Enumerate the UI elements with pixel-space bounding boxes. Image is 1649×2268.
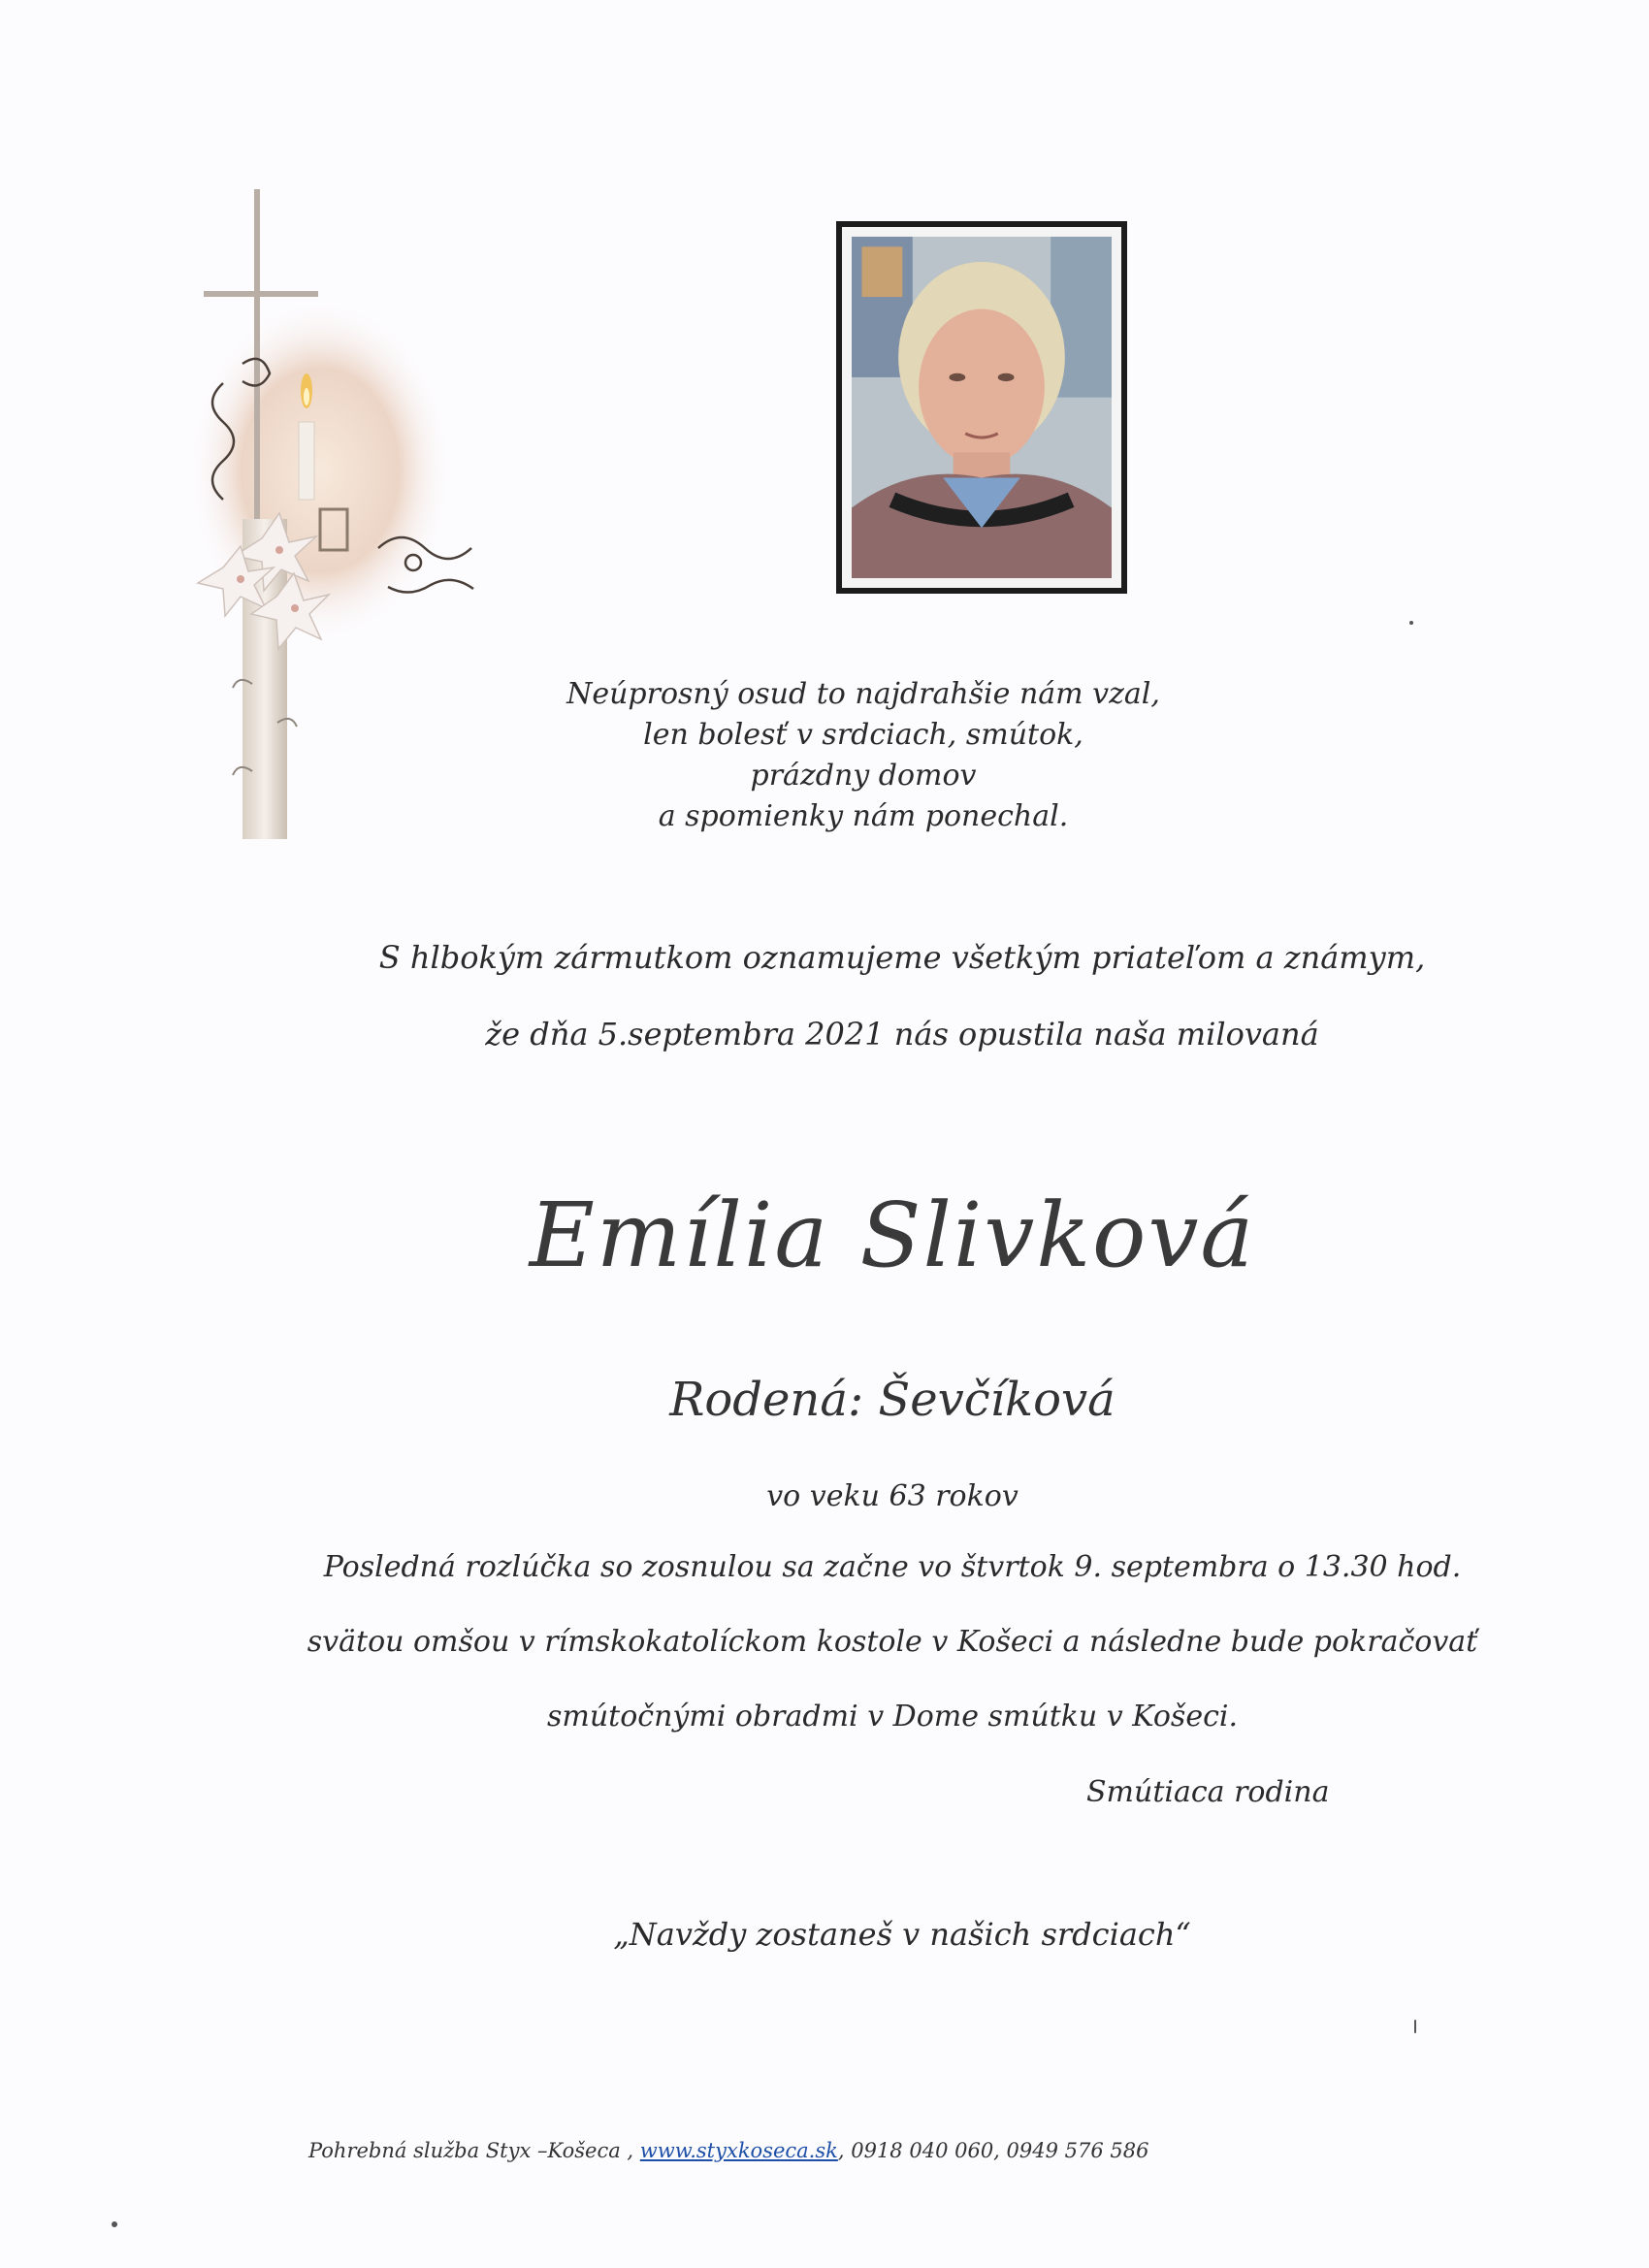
funeral-line-3: smútočnými obradmi v Dome smútku v Košeci. <box>546 1700 1239 1733</box>
signature: Smútiaca rodina <box>1086 1775 1330 1809</box>
maiden-name: Rodená: Ševčíková <box>669 1373 1116 1427</box>
scan-speck <box>1414 2020 1416 2033</box>
deceased-name: Emília Slivková <box>529 1183 1256 1287</box>
scan-speck <box>1409 621 1413 625</box>
poem-line: Neúprosný osud to najdrahšie nám vzal, <box>566 677 1160 711</box>
announcement-line-2: že dňa 5.septembra 2021 nás opustila naša milovaná <box>485 1016 1319 1053</box>
footer <box>308 2139 1149 2162</box>
poem-line: a spomienky nám ponechal. <box>658 799 1069 833</box>
scan-speck <box>112 2221 117 2227</box>
poem-line: prázdny domov <box>750 759 977 793</box>
footer-service: Pohrebná služba Styx –Košeca , <box>308 2139 640 2162</box>
portrait-frame <box>836 221 1127 594</box>
poem-line: len bolesť v srdciach, smútok, <box>643 718 1083 752</box>
footer-phones: , 0918 040 060, 0949 576 586 <box>837 2139 1149 2162</box>
age: vo veku 63 rokov <box>766 1479 1018 1513</box>
footer-website-link[interactable]: www.styxkoseca.sk <box>639 2139 838 2162</box>
announcement-line-1: S hlbokým zármutkom oznamujeme všetkým priateľom a známym, <box>378 939 1426 976</box>
farewell-quote: „Navždy zostaneš v našich srdciach“ <box>613 1916 1191 1953</box>
funeral-line-2: svätou omšou v rímskokatolíckom kostole v Košeci a následne bude pokračovať <box>307 1625 1478 1659</box>
portrait-photo <box>852 237 1112 578</box>
funeral-line-1: Posledná rozlúčka so zosnulou sa začne vo štvrtok 9. septembra o 13.30 hod. <box>323 1550 1462 1584</box>
poem <box>116 674 1610 837</box>
